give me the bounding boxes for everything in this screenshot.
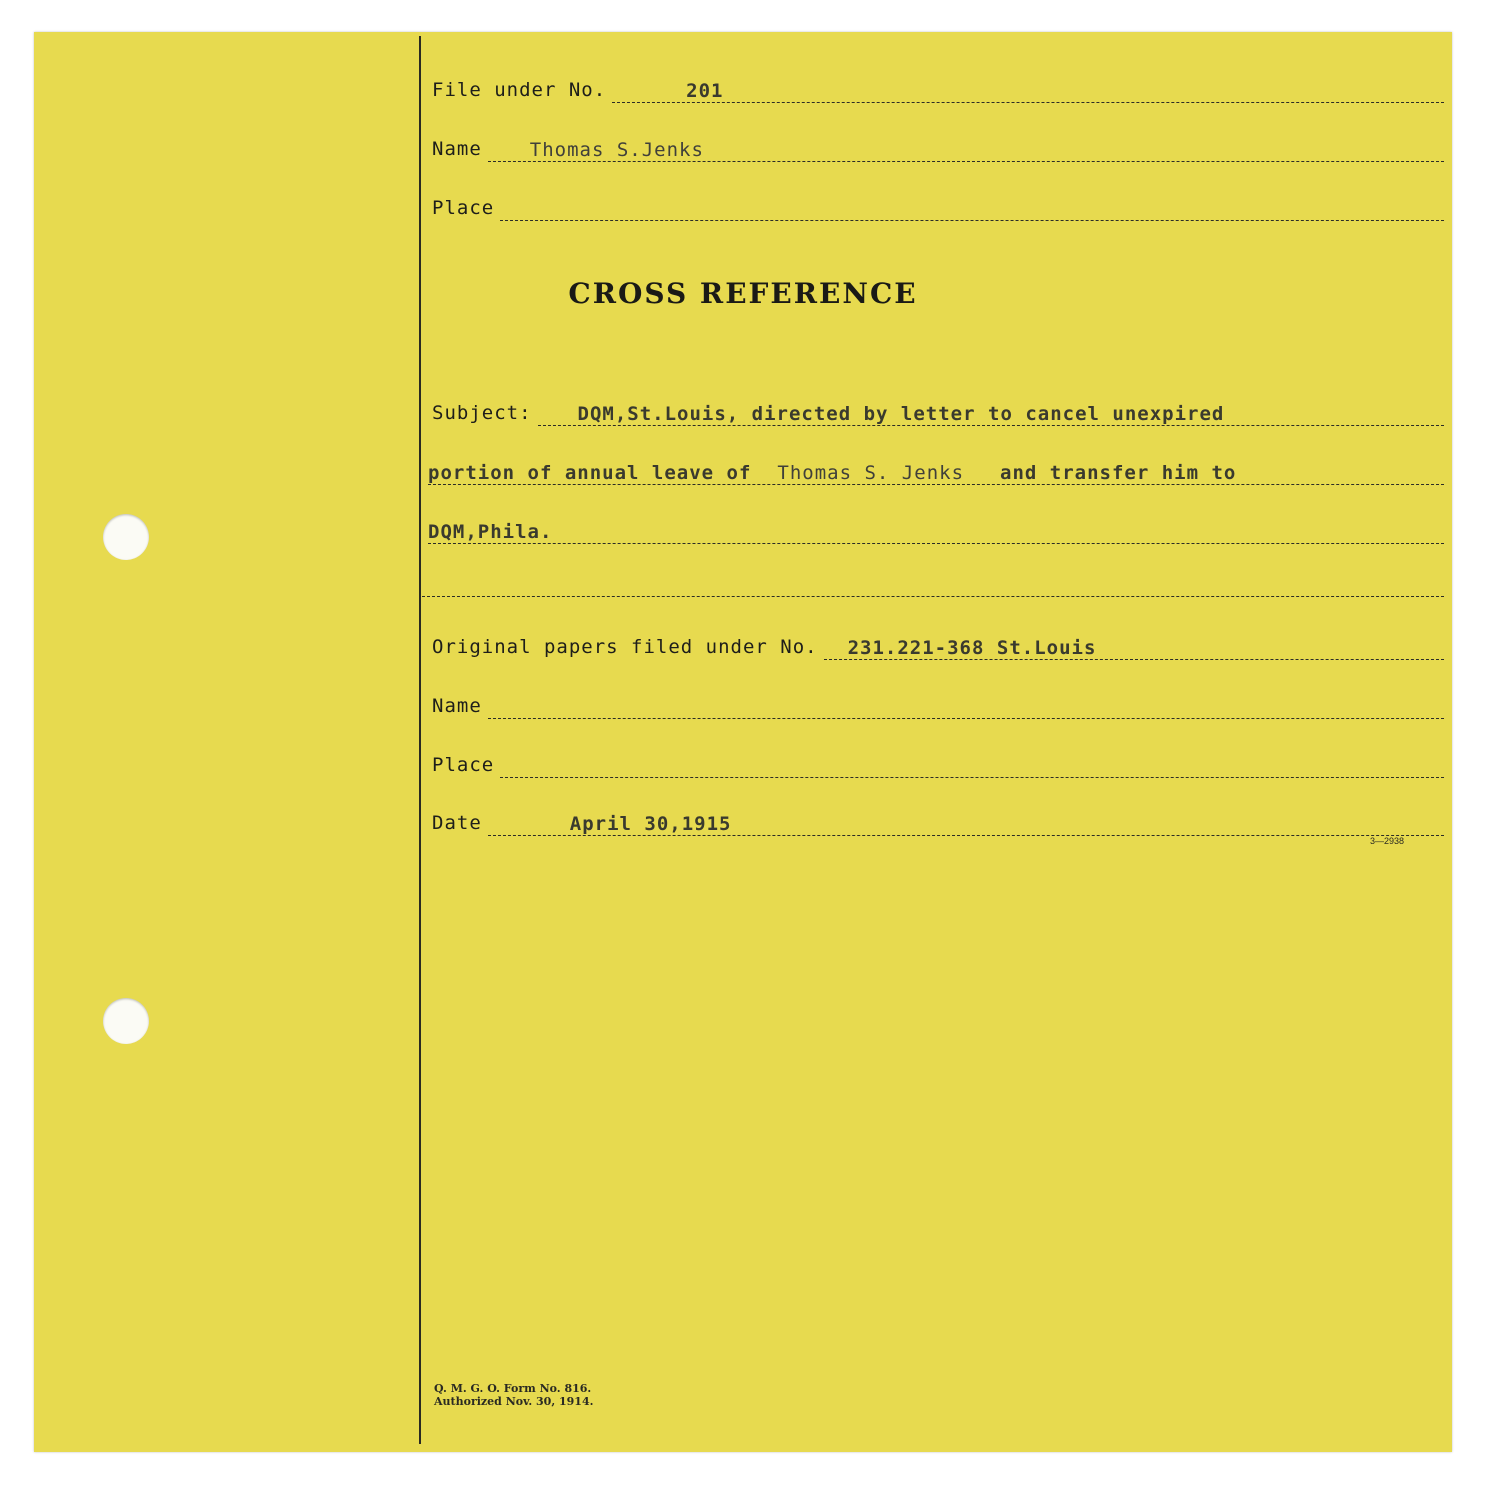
- date-field: [488, 809, 1444, 836]
- file-number-value: 201: [686, 80, 724, 102]
- footer-form-number: Q. M. G. O. Form No. 816.: [434, 1382, 592, 1395]
- form-print-number: 3—2938: [1370, 836, 1405, 846]
- original-place-label: Place: [432, 754, 495, 776]
- original-number-label: Original papers filed under No.: [432, 636, 818, 658]
- original-name-label: Name: [432, 695, 482, 717]
- date-row: [432, 806, 1444, 836]
- place-row: [432, 191, 1444, 221]
- punch-hole-bottom: [103, 998, 149, 1044]
- original-number-value: 231.221-368 St.Louis: [847, 637, 1097, 659]
- form-title-text: CROSS REFERENCE: [568, 277, 918, 310]
- date-value: April 30,1915: [569, 813, 732, 835]
- name-row: [432, 132, 1444, 162]
- name-value: Thomas S.Jenks: [529, 139, 704, 161]
- place-field: [500, 194, 1444, 221]
- name-label: Name: [432, 138, 482, 160]
- file-number-label: File under No.: [432, 79, 607, 101]
- subject-line-3: DQM,Phila.: [428, 521, 553, 543]
- margin-divider: [419, 36, 421, 1444]
- subject-line-2-name: Thomas S. Jenks: [777, 462, 965, 484]
- original-number-row: [432, 630, 1444, 660]
- blank-row: [422, 567, 1444, 597]
- date-label: Date: [432, 812, 482, 834]
- form-title: [34, 277, 1452, 310]
- subject-row-2: [428, 455, 1444, 485]
- place-label: Place: [432, 197, 495, 219]
- form-footer: [434, 1382, 593, 1408]
- subject-label: Subject:: [432, 402, 532, 424]
- cross-reference-card: [34, 32, 1452, 1452]
- subject-line-2-field: [428, 458, 1444, 485]
- subject-row-3: [428, 514, 1444, 544]
- original-name-row: [432, 689, 1444, 719]
- subject-row: [432, 396, 1444, 426]
- subject-line-2-part-2: and transfer him to: [1000, 462, 1237, 484]
- subject-field: [538, 399, 1444, 426]
- subject-line-2-part-1: portion of annual leave of: [428, 462, 752, 484]
- file-number-row: [432, 73, 1444, 103]
- original-place-row: [432, 748, 1444, 778]
- blank-line: [422, 570, 1444, 597]
- subject-line-3-field: [428, 517, 1444, 544]
- footer-authorization: Authorized Nov. 30, 1914.: [434, 1395, 594, 1408]
- punch-hole-top: [103, 514, 149, 560]
- original-number-field: [824, 633, 1444, 660]
- file-number-field: [612, 76, 1444, 103]
- original-name-field: [488, 692, 1444, 719]
- original-place-field: [500, 751, 1444, 778]
- name-field: [488, 135, 1444, 162]
- subject-line-1: DQM,St.Louis, directed by letter to cancel unexpired: [577, 403, 1225, 425]
